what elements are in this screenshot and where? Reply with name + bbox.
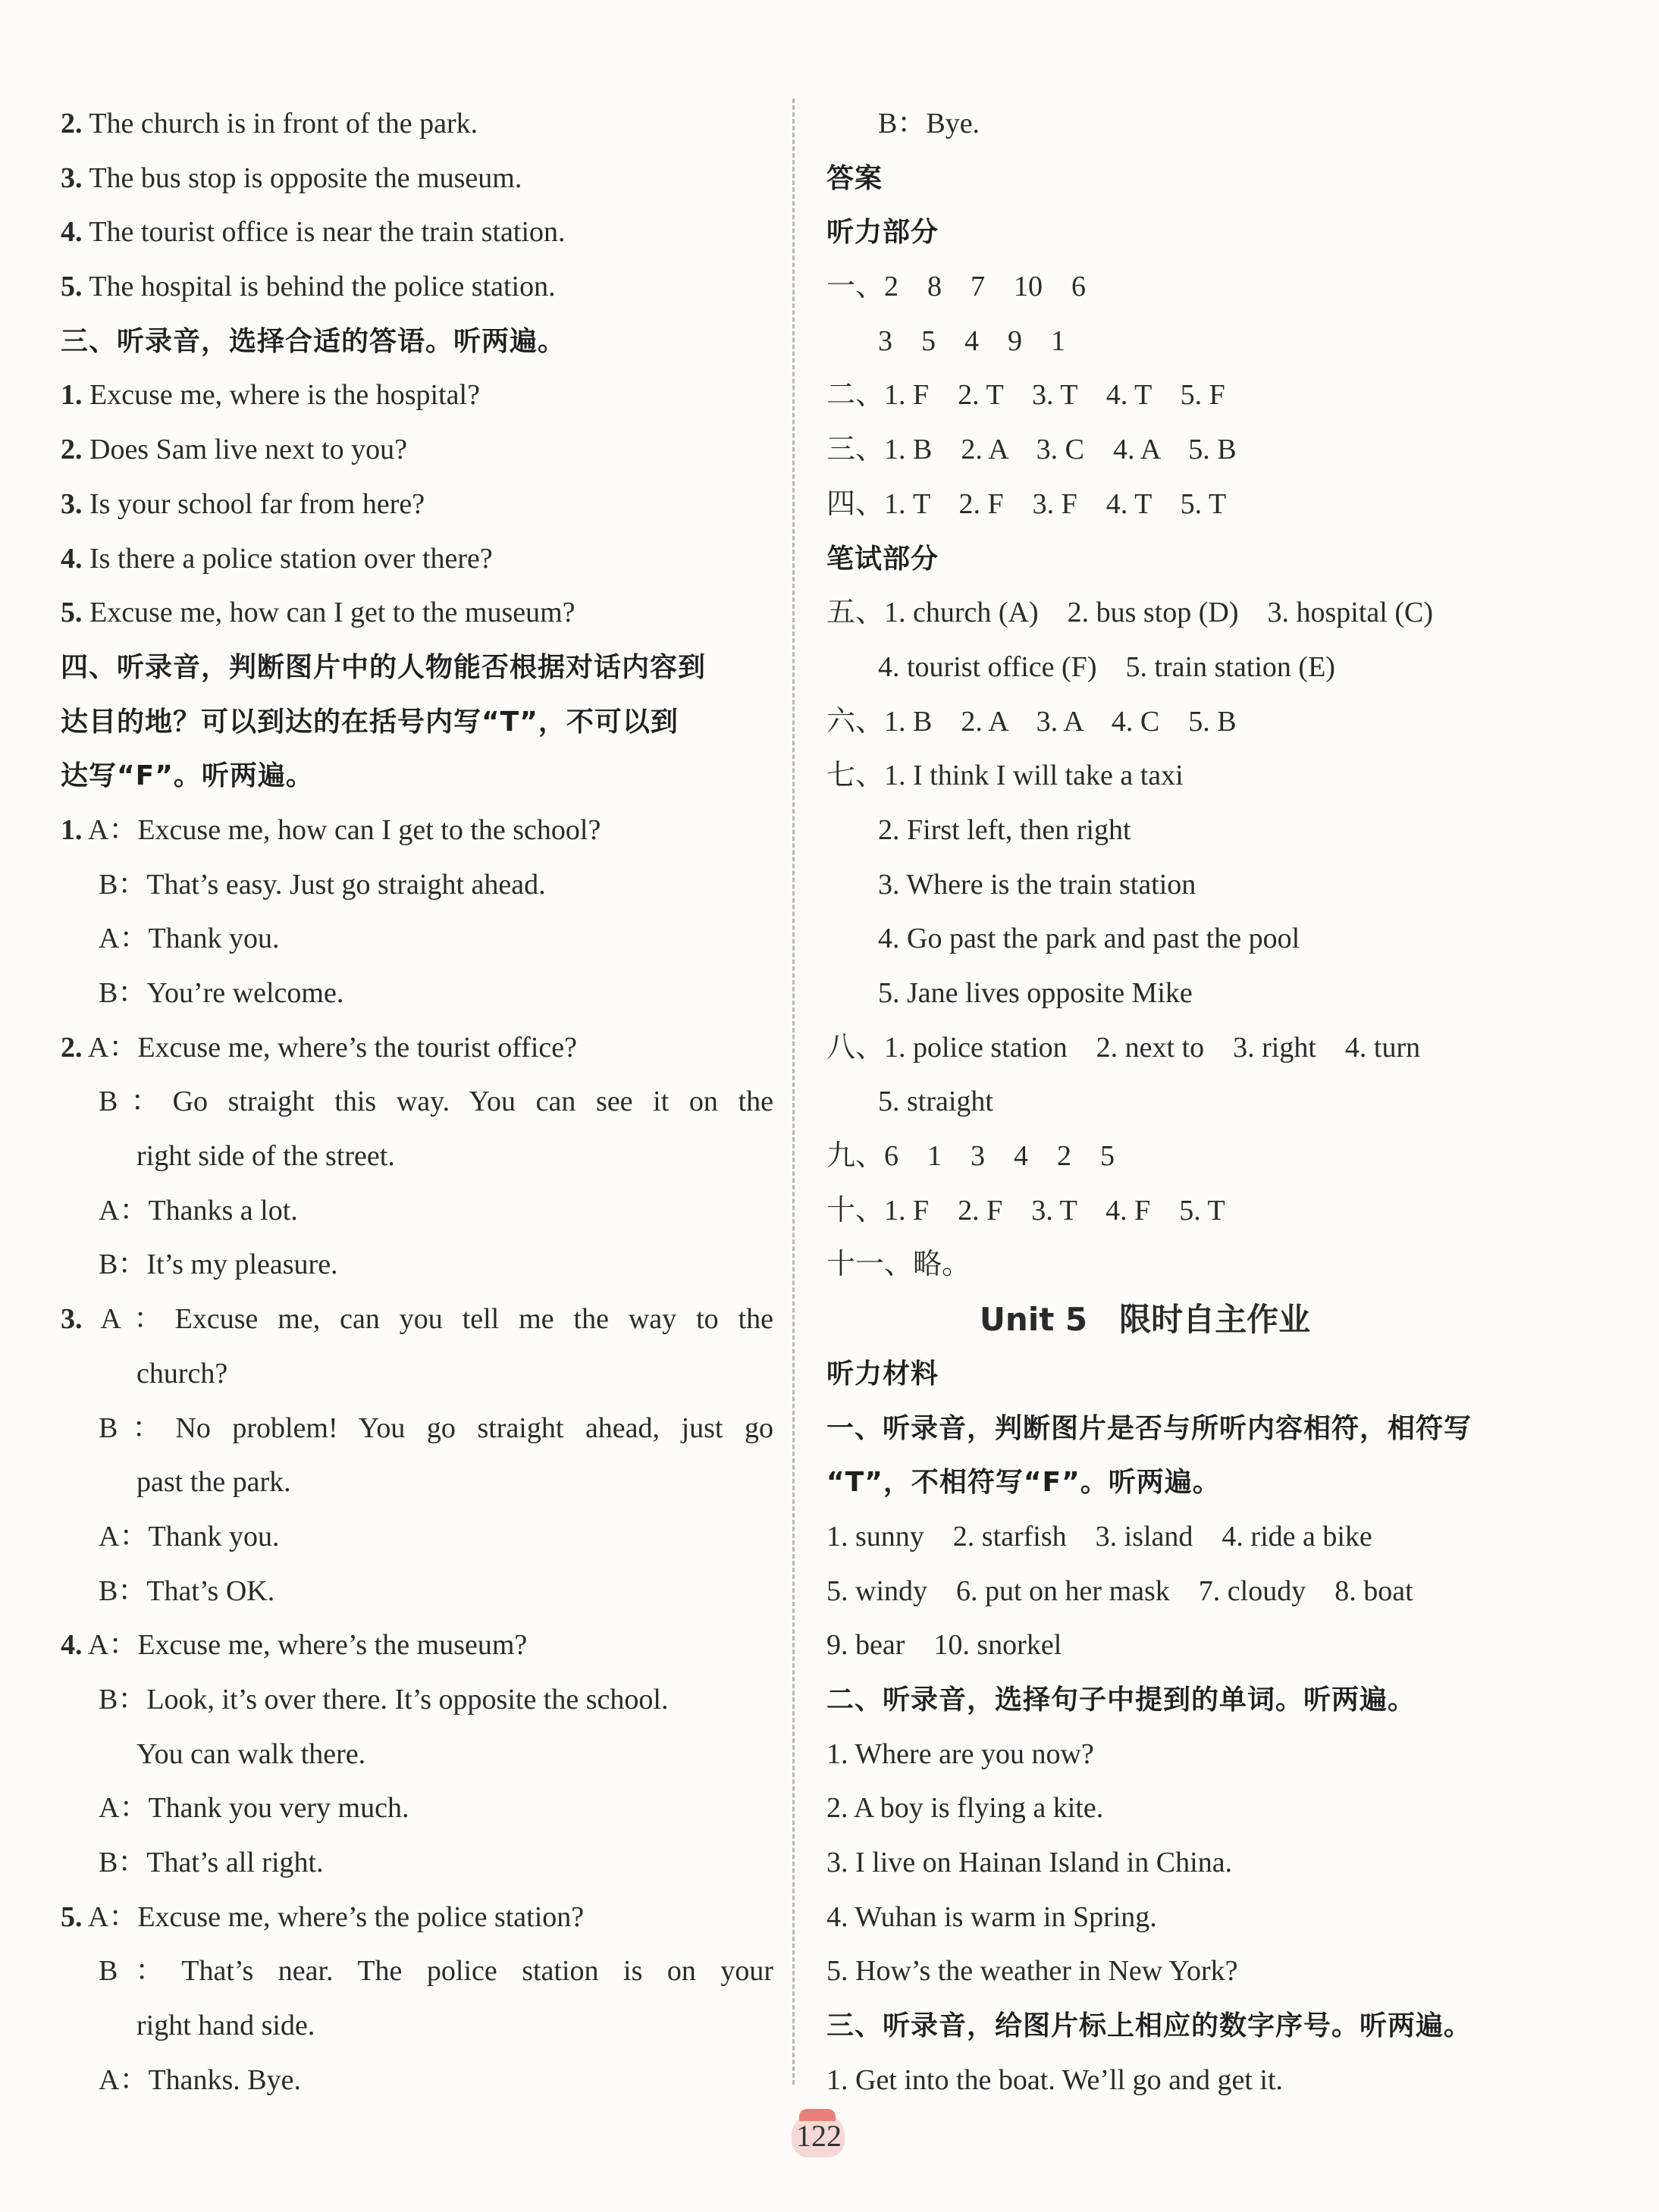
text-line xyxy=(826,1944,1554,1999)
text-line xyxy=(826,1618,1554,1673)
text-line xyxy=(826,1565,1554,1619)
text-line xyxy=(826,586,1554,641)
line-text: 听力部分 xyxy=(826,217,939,249)
text-line xyxy=(61,1238,773,1292)
line-text: 4. Go past the park and past the pool xyxy=(878,923,1300,955)
section-heading xyxy=(61,749,773,804)
item-number: 2. xyxy=(61,108,83,139)
text-line xyxy=(61,967,773,1021)
section-heading xyxy=(61,695,773,750)
line-text: 5. straight xyxy=(878,1086,993,1118)
line-text: 五、1. church (A) 2. bus stop (D) 3. hospital (C) xyxy=(826,597,1434,629)
text-line xyxy=(826,1075,1554,1129)
text-line xyxy=(61,1184,773,1239)
text-line xyxy=(61,1618,773,1673)
item-number: 2. xyxy=(61,434,83,466)
line-text: Is there a police station over there? xyxy=(82,542,493,575)
text-line xyxy=(61,1292,773,1347)
line-text: B：That’s all right. xyxy=(99,1847,324,1878)
item-number: 1. xyxy=(61,379,83,412)
line-text: A：Thank you. xyxy=(99,1520,280,1552)
text-line xyxy=(826,478,1554,532)
line-text: A：Excuse me, where’s the tourist office? xyxy=(82,1031,577,1064)
section-heading xyxy=(826,1999,1554,2054)
line-text: 笔试部分 xyxy=(826,543,939,575)
line-text: Unit 5 限时自主作业 xyxy=(979,1301,1311,1339)
text-line xyxy=(826,1836,1554,1891)
line-text: B：That’s OK. xyxy=(99,1574,275,1607)
text-line xyxy=(61,1781,773,1836)
text-line xyxy=(61,1455,773,1510)
text-line xyxy=(826,1781,1554,1836)
item-number: 5. xyxy=(61,597,83,629)
text-line xyxy=(61,586,773,641)
line-text: 1. Get into the boat. We’ll go and get it. xyxy=(826,2063,1284,2096)
line-text: 3. Where is the train station xyxy=(878,868,1196,901)
line-text: 2. First left, then right xyxy=(878,813,1131,846)
text-line xyxy=(61,260,773,315)
text-line xyxy=(61,1728,773,1782)
line-text: B：It’s my pleasure. xyxy=(99,1249,338,1281)
line-text: 一、2 8 7 10 6 xyxy=(826,271,1087,303)
line-text: past the park. xyxy=(136,1466,291,1499)
text-line xyxy=(61,1836,773,1891)
line-text: 十一、略。 xyxy=(826,1249,971,1281)
item-number: 3. xyxy=(61,487,83,520)
line-text: 二、听录音，选择句子中提到的单词。听两遍。 xyxy=(826,1684,1416,1715)
text-line xyxy=(826,368,1554,423)
line-text: A：Excuse me, where’s the police station? xyxy=(82,1900,585,1933)
text-line xyxy=(61,858,773,913)
text-line xyxy=(61,1510,773,1565)
text-line xyxy=(61,1402,773,1456)
section-heading xyxy=(826,205,1554,260)
text-line xyxy=(826,912,1554,967)
line-text: 三、听录音，给图片标上相应的数字序号。听两遍。 xyxy=(826,2010,1472,2042)
text-line xyxy=(826,423,1554,478)
line-text: A：Excuse me, can you tell me the way to the xyxy=(82,1303,773,1336)
line-text: B：That’s near. The police station is on your xyxy=(99,1955,773,1988)
text-line xyxy=(61,912,773,967)
line-text: Is your school far from here? xyxy=(82,487,425,520)
text-line xyxy=(826,2054,1554,2108)
section-heading xyxy=(826,532,1554,587)
line-text: 一、听录音，判断图片是否与所听内容相符，相符写 xyxy=(826,1412,1472,1444)
item-number: 5. xyxy=(61,1900,83,1933)
text-line xyxy=(826,1510,1554,1565)
text-line xyxy=(61,1999,773,2054)
text-line xyxy=(61,423,773,478)
line-text: B：No problem! You go straight ahead, just go xyxy=(99,1411,773,1444)
line-text: 5. windy 6. put on her mask 7. cloudy 8. boat xyxy=(826,1574,1413,1607)
text-line xyxy=(61,1673,773,1728)
text-line xyxy=(826,695,1554,750)
text-line xyxy=(826,804,1554,858)
line-text: 2. A boy is flying a kite. xyxy=(826,1792,1104,1825)
text-line xyxy=(61,97,773,152)
line-text: 3 5 4 9 1 xyxy=(878,324,1066,357)
item-number: 4. xyxy=(61,1629,83,1662)
item-number: 1. xyxy=(61,813,83,846)
text-line xyxy=(826,1728,1554,1782)
line-text: B：Go straight this way. You can see it on the xyxy=(99,1086,773,1118)
page-number-badge xyxy=(781,2107,872,2160)
line-text: A：Thanks. Bye. xyxy=(99,2063,302,2096)
line-text: 5. Jane lives opposite Mike xyxy=(878,977,1193,1009)
text-line xyxy=(61,2054,773,2108)
text-line xyxy=(61,478,773,532)
section-heading xyxy=(826,1673,1554,1728)
item-number: 4. xyxy=(61,216,83,249)
text-line xyxy=(61,1944,773,1999)
line-text: A：Thank you. xyxy=(99,923,280,955)
line-text: 4. tourist office (F) 5. train station (E) xyxy=(878,650,1335,683)
text-line xyxy=(61,1129,773,1184)
line-text: B：You’re welcome. xyxy=(99,977,344,1009)
line-text: right side of the street. xyxy=(136,1140,395,1173)
line-text: 达写“F”。听两遍。 xyxy=(61,760,314,792)
right-column xyxy=(826,97,1554,2107)
line-text: The bus stop is opposite the museum. xyxy=(82,161,522,194)
item-number: 4. xyxy=(61,542,83,575)
line-text: 9. bear 10. snorkel xyxy=(826,1629,1062,1662)
text-line xyxy=(826,967,1554,1021)
text-line xyxy=(61,368,773,423)
text-line xyxy=(826,641,1554,695)
line-text: 1. Where are you now? xyxy=(826,1737,1094,1770)
line-text: The church is in front of the park. xyxy=(82,108,478,139)
text-line xyxy=(61,205,773,260)
line-text: 四、1. T 2. F 3. F 4. T 5. T xyxy=(826,487,1227,520)
text-line xyxy=(826,1184,1554,1239)
line-text: The tourist office is near the train station. xyxy=(82,216,566,249)
text-line xyxy=(826,315,1554,369)
line-text: A：Excuse me, how can I get to the school? xyxy=(82,813,601,846)
item-number: 2. xyxy=(61,1031,83,1064)
text-line xyxy=(826,97,1554,152)
line-text: 九、6 1 3 4 2 5 xyxy=(826,1140,1115,1173)
line-text: 三、听录音，选择合适的答语。听两遍。 xyxy=(61,325,566,357)
text-line xyxy=(826,1891,1554,1945)
line-text: 三、1. B 2. A 3. C 4. A 5. B xyxy=(826,434,1237,466)
text-line xyxy=(61,532,773,587)
text-line xyxy=(826,858,1554,913)
item-number: 3. xyxy=(61,1303,83,1336)
page-number: 122 xyxy=(796,2119,842,2153)
line-text: 七、1. I think I will take a taxi xyxy=(826,760,1184,792)
text-line xyxy=(826,749,1554,804)
column-divider xyxy=(792,99,795,2085)
line-text: 5. How’s the weather in New York? xyxy=(826,1955,1238,1988)
line-text: 六、1. B 2. A 3. A 4. C 5. B xyxy=(826,705,1237,738)
text-line xyxy=(826,1238,1554,1292)
line-text: A：Thank you very much. xyxy=(99,1792,409,1825)
line-text: right hand side. xyxy=(136,2010,315,2042)
text-line xyxy=(826,1021,1554,1076)
line-text: The hospital is behind the police station. xyxy=(82,271,556,303)
text-line xyxy=(61,1565,773,1619)
unit-title xyxy=(826,1292,1554,1347)
item-number: 3. xyxy=(61,161,83,194)
section-heading xyxy=(61,315,773,369)
item-number: 5. xyxy=(61,271,83,303)
line-text: 达目的地？可以到达的在括号内写“T”，不可以到 xyxy=(61,706,679,738)
line-text: 八、1. police station 2. next to 3. right 4. turn xyxy=(826,1031,1421,1064)
section-heading xyxy=(826,1455,1554,1510)
line-text: 二、1. F 2. T 3. T 4. T 5. F xyxy=(826,379,1225,412)
line-text: “T”，不相符写“F”。听两遍。 xyxy=(826,1467,1221,1499)
section-heading xyxy=(826,152,1554,206)
text-line xyxy=(61,152,773,206)
line-text: 3. I live on Hainan Island in China. xyxy=(826,1847,1233,1878)
line-text: 十、1. F 2. F 3. T 4. F 5. T xyxy=(826,1194,1225,1227)
line-text: 听力材料 xyxy=(826,1358,939,1390)
text-line xyxy=(826,1129,1554,1184)
line-text: Excuse me, how can I get to the museum? xyxy=(82,597,575,629)
line-text: Does Sam live next to you? xyxy=(82,434,407,466)
left-column xyxy=(61,97,773,2107)
text-line xyxy=(61,804,773,858)
line-text: 四、听录音，判断图片中的人物能否根据对话内容到 xyxy=(61,651,707,683)
line-text: Excuse me, where is the hospital? xyxy=(82,379,480,412)
text-line xyxy=(826,260,1554,315)
line-text: B：That’s easy. Just go straight ahead. xyxy=(99,868,546,901)
text-line xyxy=(61,1075,773,1129)
text-line xyxy=(61,1891,773,1945)
line-text: 答案 xyxy=(826,162,883,194)
line-text: B：Look, it’s over there. It’s opposite the school. xyxy=(99,1683,669,1715)
line-text: You can walk there. xyxy=(136,1737,366,1770)
line-text: 1. sunny 2. starfish 3. island 4. ride a bike xyxy=(826,1520,1372,1552)
line-text: A：Excuse me, where’s the museum? xyxy=(82,1629,528,1662)
section-heading xyxy=(61,641,773,695)
section-heading xyxy=(826,1347,1554,1402)
line-text: B：Bye. xyxy=(878,108,980,139)
text-line xyxy=(61,1021,773,1076)
line-text: 4. Wuhan is warm in Spring. xyxy=(826,1900,1157,1933)
text-line xyxy=(61,1347,773,1402)
line-text: A：Thanks a lot. xyxy=(99,1194,298,1227)
line-text: church? xyxy=(136,1357,228,1390)
section-heading xyxy=(826,1402,1554,1456)
